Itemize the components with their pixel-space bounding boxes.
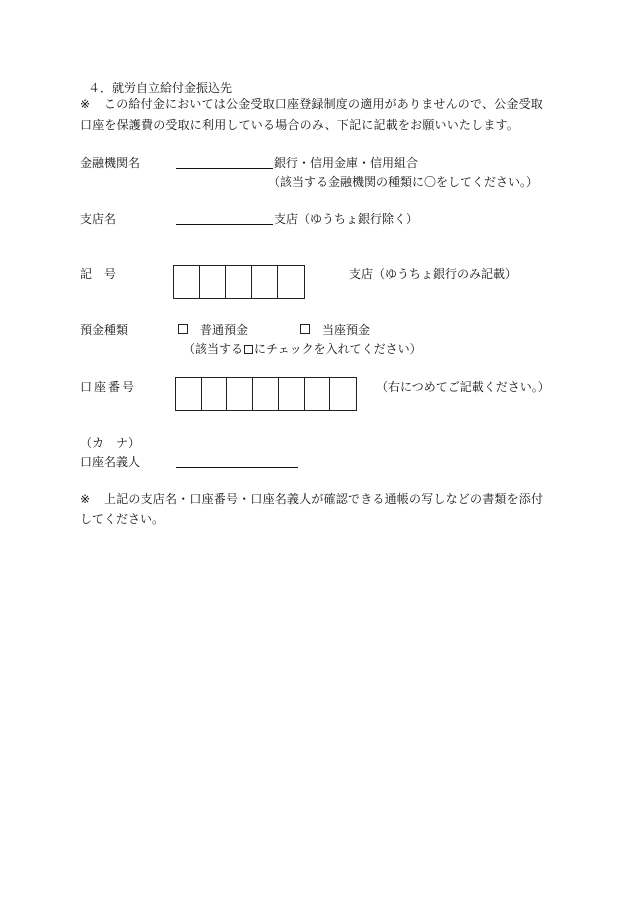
financial-institution-suffix: 銀行・信用金庫・信用組合 [274,156,419,170]
financial-institution-input[interactable] [176,168,273,169]
section-title: ４．就労自立給付金振込先 [88,81,233,95]
symbol-suffix: 支店（ゆうちょ銀行のみ記載） [349,267,518,281]
ordinary-deposit-label: 普通預金 [200,323,249,337]
ordinary-deposit-checkbox[interactable] [178,324,188,334]
account-number-box[interactable] [176,378,202,410]
symbol-boxes[interactable] [173,265,305,299]
footer-note-mark: ※ [80,492,91,506]
account-number-label: 口座番号 [80,380,137,394]
symbol-box[interactable] [174,266,200,298]
branch-input[interactable] [176,224,273,225]
symbol-box[interactable] [226,266,252,298]
deposit-type-label: 預金種類 [80,323,129,337]
holder-label: 口座名義人 [80,455,141,469]
account-number-box[interactable] [305,378,331,410]
intro-note-line2: 口座を保護費の受取に利用している場合のみ、下記に記載をお願いいたします。 [80,118,519,132]
account-number-box[interactable] [330,378,356,410]
footer-note-line2: してください。 [80,512,165,526]
deposit-type-hint-before: （該当する [183,342,244,356]
symbol-box[interactable] [252,266,278,298]
account-number-box[interactable] [227,378,253,410]
holder-kana-label: （カ ナ） [80,436,141,450]
current-deposit-label: 当座預金 [322,323,371,337]
footer-note-line1: 上記の支店名・口座番号・口座名義人が確認できる通帳の写しなどの書類を添付 [104,492,544,506]
account-number-box[interactable] [253,378,279,410]
intro-note-line1: この給付金においては公金受取口座登録制度の適用がありませんので、公金受取 [104,97,543,111]
account-number-hint: （右につめてご記載ください。） [376,380,550,394]
branch-suffix: 支店（ゆうちょ銀行除く） [274,212,419,226]
note-mark: ※ [80,97,91,111]
deposit-type-hint-after: にチェックを入れてください） [254,342,422,356]
account-number-box[interactable] [279,378,305,410]
checkbox-glyph-icon [244,345,253,354]
symbol-label: 記 号 [80,267,117,281]
account-number-boxes[interactable] [175,377,357,411]
holder-input[interactable] [176,467,298,468]
financial-institution-hint: （該当する金融機関の種類に〇をしてください。） [268,175,539,189]
symbol-box[interactable] [200,266,226,298]
symbol-box[interactable] [278,266,304,298]
current-deposit-checkbox[interactable] [300,324,310,334]
branch-label: 支店名 [80,212,117,226]
financial-institution-label: 金融機関名 [80,156,141,170]
account-number-box[interactable] [202,378,228,410]
deposit-type-hint [183,342,422,356]
